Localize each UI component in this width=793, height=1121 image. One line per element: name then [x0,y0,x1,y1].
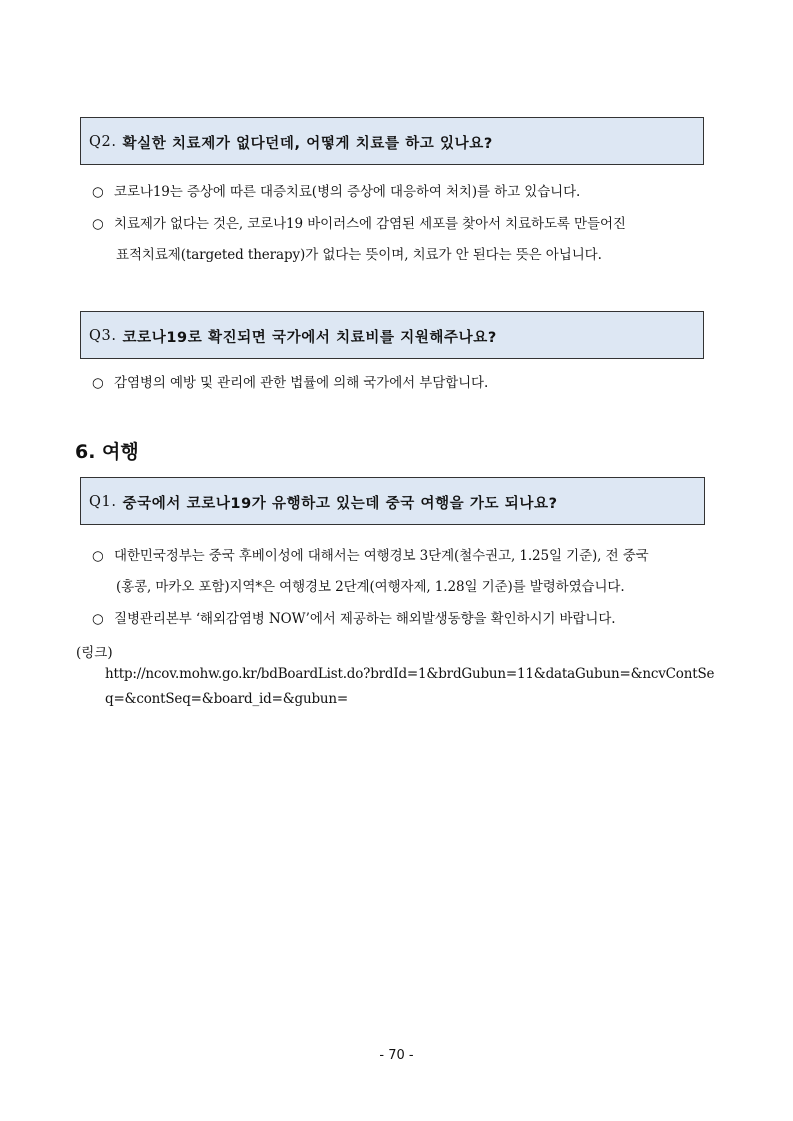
section-heading: 6. 여행 [75,441,139,463]
question-box-q2 [80,117,704,165]
answer-item [92,180,580,200]
question-text: 코로나19로 확진되면 국가에서 치료비를 지원해주나요? [122,329,497,346]
answer-item [92,544,649,564]
question-number: Q1. [89,494,117,510]
question-text: 확실한 치료제가 없다던데, 어떻게 치료를 하고 있나요? [122,135,493,152]
answer-text: 치료제가 없다는 것은, 코로나19 바이러스에 감염된 세포를 찾아서 치료하도록 만들어진 [114,216,626,232]
question-number: Q2. [89,134,117,150]
question-number: Q3. [89,328,117,344]
bullet-icon: ○ [92,216,104,232]
answer-text: 질병관리본부 ‘해외감염병 NOW’에서 제공하는 해외발생동향을 확인하시기 바랍니다. [114,611,616,627]
bullet-icon: ○ [92,184,104,200]
bullet-icon: ○ [92,548,104,564]
answer-item [92,371,488,391]
question-text: 중국에서 코로나19가 유행하고 있는데 중국 여행을 가도 되나요? [122,495,558,512]
link-url-continuation[interactable]: q=&contSeq=&board_id=&gubun= [105,691,349,707]
bullet-icon: ○ [92,375,104,391]
answer-text: 대한민국정부는 중국 후베이성에 대해서는 여행경보 3단계(철수권고, 1.25일 기준), 전 중국 [114,548,649,564]
question-box-q3 [80,311,704,359]
answer-continuation: 표적치료제(targeted therapy)가 없다는 뜻이며, 치료가 안 된다는 뜻은 아닙니다. [116,247,602,263]
answer-text: 감염병의 예방 및 관리에 관한 법률에 의해 국가에서 부담합니다. [114,375,489,391]
bullet-icon: ○ [92,611,104,627]
answer-continuation: (홍콩, 마카오 포함)지역*은 여행경보 2단계(여행자제, 1.28일 기준)를 발령하였습니다. [116,579,625,595]
answer-item [92,212,626,232]
page-number: - 70 - [379,1048,414,1063]
link-label: (링크) [76,645,113,661]
link-url[interactable]: http://ncov.mohw.go.kr/bdBoardList.do?brdId=1&brdGubun=11&dataGubun=&ncvContSe [105,666,715,682]
answer-item [92,607,615,627]
answer-text: 코로나19는 증상에 따른 대증치료(병의 증상에 대응하여 처치)를 하고 있습니다. [114,184,581,200]
question-box-travel-q1 [80,477,705,525]
